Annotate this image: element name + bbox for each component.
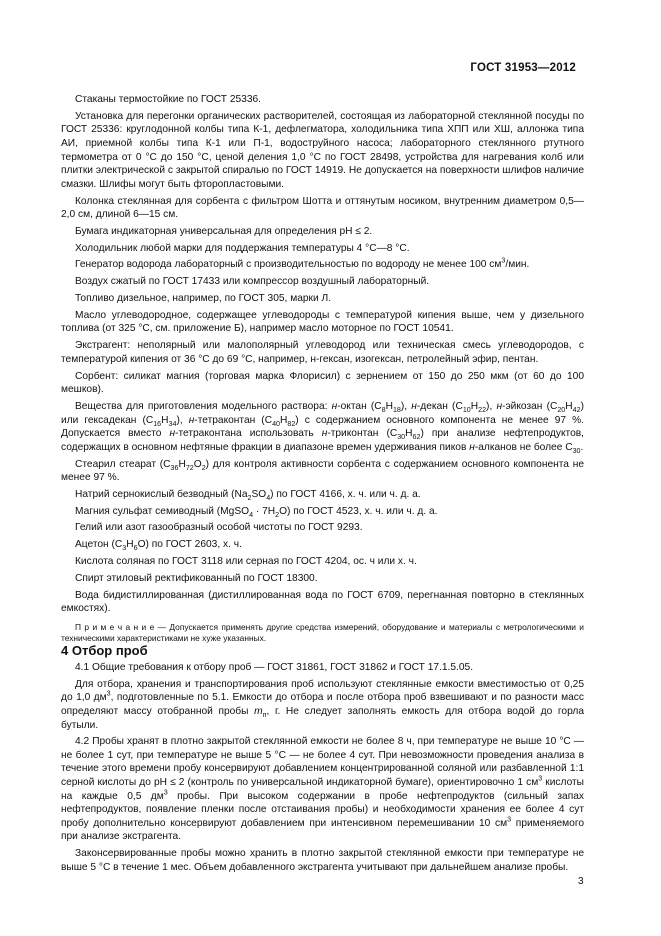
text-run: Н bbox=[126, 539, 134, 551]
subscript: 4 bbox=[249, 510, 254, 519]
paragraph: Гелий или азот газообразный особой чистоты по ГОСТ 9293. bbox=[75, 522, 363, 534]
text-run: О) по ГОСТ 2603, х. ч. bbox=[137, 539, 242, 551]
paragraph bbox=[61, 505, 584, 519]
text-run: ) для контроля активности сорбента с содержанием основного компонента не менее 97 %. bbox=[61, 458, 585, 484]
text-run: Магния сульфат семиводный (MgSO bbox=[75, 505, 250, 517]
text-run: /мин. bbox=[505, 259, 530, 271]
italic-run: н bbox=[496, 400, 503, 412]
subscript: 72 bbox=[185, 463, 194, 472]
paragraph bbox=[61, 458, 584, 485]
italic-run: н bbox=[411, 400, 417, 412]
text-run: · 7H bbox=[253, 505, 276, 517]
note-text: — Допускается применять другие средства измерений, оборудование и материалы с метрологическими и техническими характеристиками не хуже указанных. bbox=[61, 621, 584, 643]
text-run: Для отбора, хранения и транспортирования проб используют стеклянные емкости вместимостью от 0,25 до 1,0 дм bbox=[61, 678, 584, 704]
subscript: 82 bbox=[287, 419, 296, 428]
subscript: 2 bbox=[247, 493, 252, 502]
subscript: 2 bbox=[201, 463, 206, 472]
text-run: ), bbox=[176, 414, 189, 426]
subscript: 34 bbox=[168, 419, 177, 428]
text-run: 4.2 Пробы хранят в плотно закрытой стеклянной емкости не более 8 ч, при температуре не выше 10 °С — не более 1 сут, при температуре не выше 5 °С — не более 4 сут. При невозможности проведения анализа в течение этого времени пробу консервируют добавлением концентрированной соляной или разбавленной 1:1 серной кислоты до рН ≤ 2 (контроль по универсальной индикаторной бумаге), ориентировочно 1 см bbox=[61, 736, 584, 789]
superscript: 3 bbox=[507, 815, 512, 824]
paragraph bbox=[61, 735, 584, 844]
paragraph bbox=[61, 258, 584, 272]
paragraph: Экстрагент: неполярный или малополярный углеводород или техническая смесь углеводородов, с температурой кипения от 36 °С до 69 °С, например, н-гексан, изогексан, петролейный эфир, пентан. bbox=[61, 340, 584, 365]
paragraph: Холодильник любой марки для поддержания температуры 4 °С—8 °С. bbox=[75, 242, 410, 254]
paragraph bbox=[61, 678, 584, 732]
italic-run: н bbox=[331, 400, 338, 412]
subscript: 4 bbox=[266, 493, 271, 502]
text-run: Ацетон (С bbox=[75, 539, 123, 551]
subscript: 30 bbox=[397, 433, 406, 442]
paragraph bbox=[61, 400, 584, 454]
subscript: 30 bbox=[572, 446, 581, 455]
text-run: -триконтан (С bbox=[327, 428, 398, 440]
subscript: 3 bbox=[122, 544, 127, 553]
paragraph: Масло углеводородное, содержащее углеводороды с температурой кипения выше, чем у дизельного топлива (от 325 °С, см. приложение Б), например масло моторное по ГОСТ 10541. bbox=[61, 309, 584, 335]
subscript: п bbox=[262, 710, 267, 719]
text-run: ) при анализе нефтепродуктов, содержащих в основном нефтяные фракции в диапазоне времен удерживания пиков bbox=[61, 428, 584, 453]
paragraph: Установка для перегонки органических растворителей, состоящая из лабораторной стеклянной посуды по ГОСТ 25336: круглодонной колбы типа К-1, дефлегматора, холодильника типа ХПП или ХШ, аллонжа типа АИ, приемной колбы типа К-1 или П-1, водоструйного насоса; лабораторного стеклянного ртутного термометра от 0 °С до 150 °С, ценой деления 1,0 °С по ГОСТ 28498, устройства для нагревания колб или плитки электрической с закрытой спиралью по ГОСТ 14919. Не допускается на поверхности шлифов наличие смазки. Шлифы могут быть фторопластовыми. bbox=[61, 110, 584, 190]
text-run: применяемого при анализе экстрагента. bbox=[61, 817, 584, 843]
document-body bbox=[61, 93, 584, 878]
subscript: 18 bbox=[392, 405, 401, 414]
italic-run: н bbox=[188, 414, 195, 426]
paragraph: Колонка стеклянная для сорбента с фильтром Шотта и оттянутым носиком, внутренним диаметром 0,5—2,0 см, длиной 6—15 см. bbox=[61, 195, 584, 221]
superscript: 3 bbox=[106, 689, 111, 698]
subscript: 8 bbox=[381, 405, 386, 414]
paragraph: Законсервированные пробы можно хранить в плотно закрытой стеклянной емкости при температуре не выше 5 °С в течение 1 мес. Объем добавленного экстрагента учитывают при дальнейшем анализе пробы. bbox=[61, 848, 584, 873]
text-run: ), bbox=[400, 400, 412, 412]
text-run: ) по ГОСТ 4166, х. ч. или ч. д. а. bbox=[270, 488, 421, 500]
superscript: 3 bbox=[538, 774, 543, 783]
subscript: 2 bbox=[275, 510, 280, 519]
paragraph: Воздух сжатый по ГОСТ 17433 или компрессор воздушный лабораторный. bbox=[75, 276, 430, 288]
italic-run: н bbox=[321, 428, 328, 440]
superscript: 3 bbox=[163, 788, 168, 797]
subscript: 16 bbox=[153, 419, 162, 428]
text-run: кислоты на каждые 0,5 дм bbox=[61, 777, 584, 802]
italic-run: н bbox=[469, 441, 475, 453]
text-run: Н bbox=[470, 400, 479, 412]
text-run: SO bbox=[251, 488, 267, 500]
text-run: -эйкозан (С bbox=[502, 400, 558, 412]
page-number: 3 bbox=[578, 876, 584, 887]
note-label: П р и м е ч а н и е bbox=[75, 621, 155, 632]
text-run: -тетраконтана использовать bbox=[175, 428, 322, 440]
text-run: О bbox=[193, 458, 202, 470]
text-run: Натрий сернокислый безводный (Na bbox=[75, 488, 248, 500]
text-run: пробы. При высоком содержании в пробе нефтепродуктов (сильный запах нефтепродуктов, появление пленки после отстаивания пробы) и необходимости хранения ее более 4 сут пробу дополнительно консервируют добавлением при интенсивном перемешивании 10 см bbox=[61, 790, 584, 829]
text-run: -октан (С bbox=[337, 400, 382, 412]
text-run: -декан (С bbox=[416, 400, 463, 412]
italic-run: н bbox=[169, 428, 176, 440]
paragraph: Вода бидистиллированная (дистиллированная вода по ГОСТ 6709, перегнанная повторно в стеклянных емкостях). bbox=[61, 589, 584, 615]
text-run: Н bbox=[178, 458, 186, 470]
text-run: ) с содержанием основного компонента не менее 97 %. Допускается вместо bbox=[61, 414, 584, 440]
paragraph bbox=[61, 538, 584, 552]
text-run: Н bbox=[280, 414, 288, 426]
paragraph: Стаканы термостойкие по ГОСТ 25336. bbox=[75, 94, 262, 105]
section-heading: 4 Отбор проб bbox=[61, 643, 148, 659]
subscript: 62 bbox=[412, 433, 421, 442]
text-run: Стеарил стеарат (С bbox=[75, 458, 171, 470]
text-run: . bbox=[580, 441, 584, 453]
text-run: , г. Не следует заполнять емкость для отбора водой до горла бутыли. bbox=[61, 705, 584, 731]
italic-run: m bbox=[254, 705, 263, 717]
subscript: 6 bbox=[133, 544, 138, 553]
text-run: ), bbox=[486, 400, 497, 412]
paragraph bbox=[61, 488, 584, 502]
text-run: , подготовленные по 5.1. Емкости до отбора и после отбора проб взвешивают и по разности масс определяют массу отобранной пробы bbox=[61, 692, 584, 717]
text-run: ) или гексадекан (С bbox=[61, 400, 584, 426]
superscript: 3 bbox=[501, 257, 506, 266]
standard-header: ГОСТ 31953—2012 bbox=[470, 62, 576, 74]
subscript: 20 bbox=[557, 405, 566, 414]
paragraph: Бумага индикаторная универсальная для определения рН ≤ 2. bbox=[75, 225, 373, 237]
paragraph: Спирт этиловый ректификованный по ГОСТ 18300. bbox=[75, 572, 318, 584]
note bbox=[61, 622, 584, 644]
text-run: Вещества для приготовления модельного раствора: bbox=[75, 400, 332, 412]
text-run: Н bbox=[385, 400, 393, 412]
subscript: 36 bbox=[170, 463, 179, 472]
text-run: -тетраконтан (С bbox=[194, 414, 273, 426]
text-run: Н bbox=[565, 400, 573, 412]
text-run: O) по ГОСТ 4523, х. ч. или ч. д. а. bbox=[279, 505, 438, 517]
subscript: 10 bbox=[462, 405, 471, 414]
paragraph: Сорбент: силикат магния (торговая марка Флорисил) с зернением от 150 до 250 мкм (от 60 до 100 мешков). bbox=[61, 370, 584, 396]
text-run: Н bbox=[405, 428, 413, 440]
subscript: 42 bbox=[572, 405, 581, 414]
text-run: Н bbox=[161, 414, 169, 426]
subscript: 22 bbox=[478, 405, 487, 414]
paragraph: 4.1 Общие требования к отбору проб — ГОСТ 31861, ГОСТ 31862 и ГОСТ 17.1.5.05. bbox=[75, 661, 474, 673]
paragraph: Топливо дизельное, например, по ГОСТ 305, марки Л. bbox=[75, 293, 332, 305]
text-run: -алканов не более С bbox=[474, 441, 573, 453]
subscript: 40 bbox=[272, 419, 280, 428]
paragraph: Кислота соляная по ГОСТ 3118 или серная по ГОСТ 4204, ос. ч или х. ч. bbox=[75, 556, 417, 567]
text-run: Генератор водорода лабораторный с производительностью по водороду не менее 100 см bbox=[75, 259, 502, 271]
